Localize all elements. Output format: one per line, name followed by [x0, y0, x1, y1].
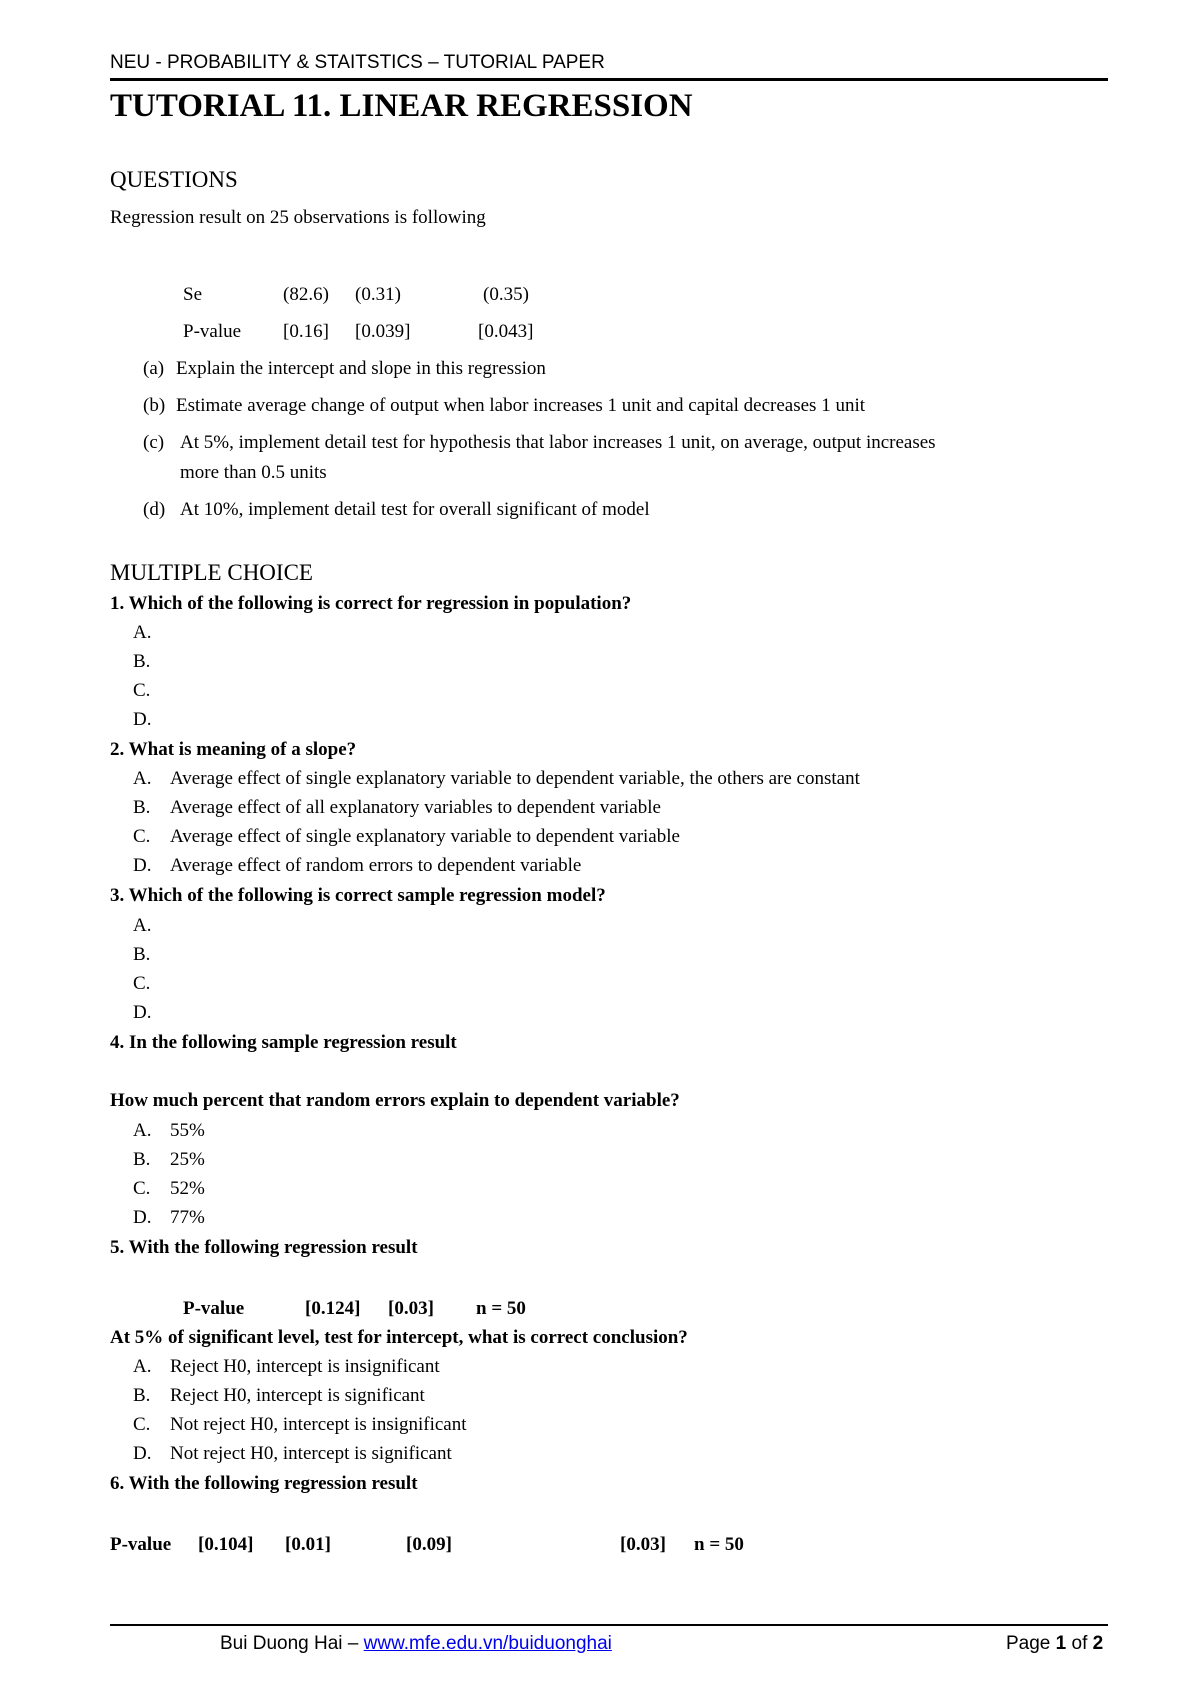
mc-q1: 1. Which of the following is correct for regression in population?: [110, 593, 632, 614]
mc-q5-option-a-label: A.: [133, 1356, 152, 1377]
page-total: 2: [1092, 1633, 1104, 1654]
page-prefix: Page: [1006, 1633, 1056, 1654]
mc-q1-option-c: C.: [133, 680, 151, 701]
page-current: 1: [1055, 1633, 1067, 1654]
page-number: [1006, 1633, 1103, 1655]
mc-q5-option-b: Reject H0, intercept is significant: [170, 1385, 425, 1406]
pvalue-capital: [0.043]: [478, 321, 534, 342]
page-mid: of: [1066, 1633, 1093, 1654]
mc-q2-option-b-label: B.: [133, 797, 151, 818]
mc-q5-option-d: Not reject H0, intercept is significant: [170, 1443, 452, 1464]
mc-heading: MULTIPLE CHOICE: [110, 560, 313, 585]
mc-q2-option-d: Average effect of random errors to dependent variable: [170, 855, 582, 876]
mc-q6-pvalue-label: P-value: [110, 1534, 172, 1555]
mc-q4-option-c: 52%: [170, 1178, 205, 1199]
mc-q4-option-d-label: D.: [133, 1207, 152, 1228]
mc-q4-option-a-label: A.: [133, 1120, 152, 1141]
page-title: TUTORIAL 11. LINEAR REGRESSION: [110, 88, 693, 124]
footer-rule: [110, 1624, 1108, 1626]
mc-q2-option-a: Average effect of single explanatory variable to dependent variable, the others are constant: [170, 768, 860, 789]
mc-q3-option-d: D.: [133, 1002, 152, 1023]
mc-q4-option-d: 77%: [170, 1207, 205, 1228]
mc-q2: 2. What is meaning of a slope?: [110, 739, 357, 760]
mc-q1-option-b: B.: [133, 651, 151, 672]
question-a-label: (a): [143, 358, 165, 379]
question-b-text: Estimate average change of output when labor increases 1 unit and capital decreases 1 unit: [176, 395, 866, 416]
mc-q5: 5. With the following regression result: [110, 1237, 418, 1258]
mc-q1-option-d: D.: [133, 709, 152, 730]
mc-q5-sample-size: n = 50: [476, 1298, 526, 1319]
footer-author-name: Bui Duong Hai –: [220, 1633, 364, 1654]
mc-q5-option-a: Reject H0, intercept is insignificant: [170, 1356, 440, 1377]
mc-q2-option-c: Average effect of single explanatory variable to dependent variable: [170, 826, 680, 847]
mc-q4-option-b-label: B.: [133, 1149, 151, 1170]
mc-q1-option-a: A.: [133, 622, 152, 643]
mc-q5-pvalue-label: P-value: [183, 1298, 245, 1319]
questions-intro: Regression result on 25 observations is following: [110, 207, 486, 228]
running-header: NEU - PROBABILITY & STAITSTICS – TUTORIAL PAPER: [110, 52, 605, 73]
mc-q5-option-c: Not reject H0, intercept is insignificant: [170, 1414, 467, 1435]
mc-q5-option-d-label: D.: [133, 1443, 152, 1464]
question-c-text: At 5%, implement detail test for hypothesis that labor increases 1 unit, on average, output increases: [180, 432, 936, 453]
mc-q6: 6. With the following regression result: [110, 1473, 418, 1494]
mc-q5-pvalue-1: [0.124]: [305, 1298, 361, 1319]
mc-q2-option-d-label: D.: [133, 855, 152, 876]
mc-q5-pvalue-2: [0.03]: [388, 1298, 434, 1319]
pvalue-intercept: [0.16]: [283, 321, 329, 342]
mc-q6-pvalue-2: [0.01]: [285, 1534, 331, 1555]
mc-q3-option-c: C.: [133, 973, 151, 994]
header-rule: [110, 78, 1108, 81]
footer-author: [220, 1633, 612, 1655]
questions-heading: QUESTIONS: [110, 167, 238, 192]
question-d-label: (d): [143, 499, 166, 520]
mc-q2-option-c-label: C.: [133, 826, 151, 847]
mc-q4-option-c-label: C.: [133, 1178, 151, 1199]
se-label: Se: [183, 284, 202, 305]
pvalue-label: P-value: [183, 321, 242, 342]
mc-q2-option-a-label: A.: [133, 768, 152, 789]
mc-q3-option-b: B.: [133, 944, 151, 965]
mc-q3-option-a: A.: [133, 915, 152, 936]
question-a-text: Explain the intercept and slope in this regression: [176, 358, 546, 379]
mc-q5-subquestion: At 5% of significant level, test for intercept, what is correct conclusion?: [110, 1327, 688, 1348]
question-d-text: At 10%, implement detail test for overall significant of model: [180, 499, 650, 520]
footer-website-link[interactable]: www.mfe.edu.vn/buiduonghai: [363, 1633, 612, 1654]
mc-q6-sample-size: n = 50: [694, 1534, 744, 1555]
mc-q6-pvalue-4: [0.03]: [620, 1534, 666, 1555]
question-c-text-continued: more than 0.5 units: [180, 462, 327, 483]
mc-q2-option-b: Average effect of all explanatory variables to dependent variable: [170, 797, 661, 818]
mc-q4-option-a: 55%: [170, 1120, 205, 1141]
pvalue-labor: [0.039]: [355, 321, 411, 342]
mc-q4: 4. In the following sample regression result: [110, 1032, 457, 1053]
se-value-capital: (0.35): [483, 284, 529, 305]
mc-q3: 3. Which of the following is correct sample regression model?: [110, 885, 606, 906]
mc-q5-option-c-label: C.: [133, 1414, 151, 1435]
question-c-label: (c): [143, 432, 165, 453]
se-value-labor: (0.31): [355, 284, 401, 305]
question-b-label: (b): [143, 395, 166, 416]
mc-q4-option-b: 25%: [170, 1149, 205, 1170]
mc-q5-option-b-label: B.: [133, 1385, 151, 1406]
se-value-intercept: (82.6): [283, 284, 329, 305]
mc-q4-subquestion: How much percent that random errors explain to dependent variable?: [110, 1090, 680, 1111]
mc-q6-pvalue-1: [0.104]: [198, 1534, 254, 1555]
mc-q6-pvalue-3: [0.09]: [406, 1534, 452, 1555]
